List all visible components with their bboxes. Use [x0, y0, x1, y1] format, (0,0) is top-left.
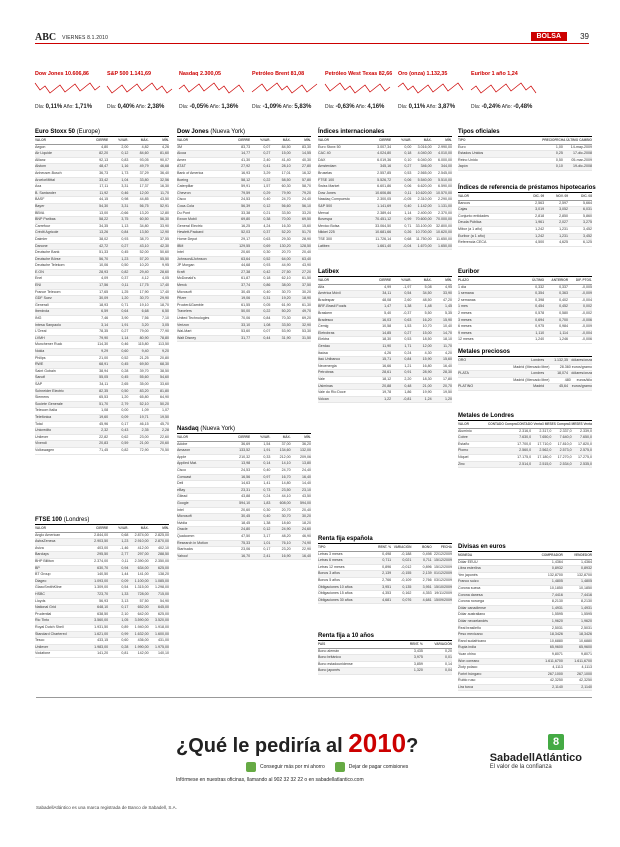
table-header: VALOR CIERRE %VAR. MÁX. MÍN.	[177, 435, 311, 442]
table-row: 2 meses 0,578 0,580 -0,002	[458, 311, 592, 318]
table-row: Hewlett-Packard 52,03 0,37 52,20 51,70	[177, 230, 311, 237]
index-item	[107, 71, 173, 110]
table-row: GlaxoSmithKline 1.309,00 0,54 1.315,00 1.298,00	[35, 585, 169, 592]
table-row: Crédit Agricole 13,26 0,84 13,50 12,90	[35, 230, 169, 237]
index-name: Nasdaq 2.300,05	[179, 71, 221, 77]
table-row: Intesa Sanpaolo 3,14 1,91 3,20 3,05	[35, 323, 169, 330]
table-row: Danone 42,72 0,27 43,10 42,30	[35, 244, 169, 251]
checkbox-icon	[335, 762, 345, 772]
table-row: Petrobras 28,61 0,91 28,90 28,30	[318, 370, 452, 377]
table-row: Euro 1,00 14-may-2009	[458, 145, 592, 152]
table-row: BASF 44,15 0,98 44,85 43,50	[35, 197, 169, 204]
table-row: McDonald's 61,87 0,18 62,10 61,50	[177, 276, 311, 283]
table-row: Rio Tinto 3.560,00 1,05 3.590,00 3.520,00	[35, 618, 169, 625]
footer-note: SabadellAtlántico es una marca registrada de Banco de Sabadell, S.A.	[36, 805, 177, 810]
index-name: Petróleo West Texas 82,66	[325, 71, 393, 77]
table-row: Corona noruega 8,2130 8,2130	[458, 599, 592, 606]
table-row: National Grid 648,10 0,17 652,00 645,00	[35, 605, 169, 612]
table-row: Aviva 403,00 -1,46 412,00 402,10	[35, 546, 169, 553]
table-row: 1 mes 0,454 0,452 0,002	[458, 304, 592, 311]
page-number: 39	[580, 32, 589, 41]
table-row: Dow Jones 10.606,86 0,11 10.620,00 10.570,00	[318, 191, 452, 198]
table-row: Eletrobras 14,85 0,27 15,00 14,70	[318, 331, 452, 338]
table-header: PLAZO ÚLTIMO ANTERIOR DIF. PTOS.	[458, 278, 592, 285]
table-row: Verizon 33,10 1,08 33,50 32,90	[177, 323, 311, 330]
table-row: BP 630,70 0,94 634,00 625,00	[35, 566, 169, 573]
table-row: Deutsche Bank 51,33 0,45 52,00 50,60	[35, 250, 169, 257]
index-change: Día: -0,63% Año: 4,16%	[325, 104, 385, 110]
table-row: Bono británico 3,975 0,01	[318, 655, 452, 662]
table-row: HSBC 723,70 1,33 728,00 715,00	[35, 592, 169, 599]
table-title: Dow Jones (Nueva York)	[177, 128, 311, 137]
table-row: Amsterdam 345,16 0,27 346,00 344,00	[318, 164, 452, 171]
table-row: Japón 0,10 19-dic-2008	[458, 164, 592, 171]
table-row: RWE 68,91 0,45 69,50 68,30	[35, 362, 169, 369]
table-row: Royal Dutch Shell 1.931,50 0,89 1.940,00 1.918,00	[35, 625, 169, 632]
table-row: 1 día 0,332 0,337 -0,005	[458, 285, 592, 292]
table-row: Rupia india 65,9600 65,9600	[458, 645, 592, 652]
table-row: Alfa 4,99 -1,97 5,08 4,95	[318, 285, 452, 292]
table-row: Alcoa 14,77 0,27 15,00 14,55	[177, 151, 311, 158]
table-row: E.ON 28,93 0,82 29,40 28,60	[35, 270, 169, 277]
advertisement[interactable]	[36, 712, 592, 804]
table-row: Schneider Electric 82,35 0,50 83,20 81,80	[35, 389, 169, 396]
table-row: Saint Gobain 38,94 0,28 39,70 38,50	[35, 369, 169, 376]
dowjones-table	[177, 128, 311, 342]
table-row: Siemens 65,53 1,20 65,80 64,90	[35, 395, 169, 402]
table-row: Corona danesa 7,4416 7,4416	[458, 593, 592, 600]
table-row: Merck 37,74 0,86 38,00 37,50	[177, 283, 311, 290]
table-row: DAX 6.019,36 0,10 6.040,00 6.000,00	[318, 158, 452, 165]
newspaper-logo: ABC	[35, 32, 57, 43]
table-row: Travelers 50,00 0,22 50,20 49,70	[177, 309, 311, 316]
brand-logo-icon: 8	[548, 734, 564, 750]
table-title: Renta fija española	[318, 535, 452, 544]
index-change: Día: -0,05% Año: 1,36%	[179, 104, 239, 110]
table-row: Real brasileño 2,5031 2,5031	[458, 626, 592, 633]
latibex-table	[318, 268, 452, 403]
table-row: Exxon Mobil 69,80 0,38 70,00 69,50	[177, 217, 311, 224]
table-row: Daimler 38,02 0,93 38,70 37,55	[35, 237, 169, 244]
table-row: Nokia 9,29 0,60 9,40 9,20	[35, 349, 169, 356]
table-row: Johnson&Johnson 63,64 0,52 64,00 63,40	[177, 257, 311, 264]
table-row: 9 meses 1,110 1,114 -0,004	[458, 331, 592, 338]
table-row: Standard Chartered 1.621,00 0,99 1.632,00 1.600,00	[35, 632, 169, 639]
spanish-fixed-income-table	[318, 535, 452, 604]
table-row: FTSE 100 5.526,72 0,06 5.540,00 5.510,00	[318, 178, 452, 185]
table-row: Unilever 22,82 0,62 23,00 22,60	[35, 435, 169, 442]
table-row: BRF-Brasil Foods 1,47 1,38 1,48 1,45	[318, 304, 452, 311]
index-item	[471, 71, 537, 110]
table-row: Reino Unido 0,50 05-mar-2009	[458, 158, 592, 165]
table-header: PAÍS RENT. % VARIACIÓN	[318, 642, 452, 649]
ad-info: Infórmese en nuestras oficinas, llamando al 902 32 32 22 o en sabadellatlantico.com	[176, 777, 364, 783]
page-header	[35, 32, 589, 44]
table-row: BBVA 13,00 -0,66 13,20 12,80	[35, 211, 169, 218]
table-row: Estados Unidos 0,25 17-dic-2008	[458, 151, 592, 158]
table-row: Bradesco 16,03 0,63 16,20 15,90	[318, 318, 452, 325]
table-row: Iberdrola 6,59 0,64 6,68 6,50	[35, 309, 169, 316]
table-row: Bono estadounidense 3,859 0,14	[318, 662, 452, 669]
table-row: Boeing 58,12 0,22 58,50 57,80	[177, 178, 311, 185]
table-row: Bancos 2,563 2,597 5,664	[458, 201, 592, 208]
table-row: Allianz 92,13 0,83 93,05 90,07	[35, 158, 169, 165]
table-row: Letras 3 meses 0,498 -0,188 0,498 22/12/2009	[318, 552, 452, 559]
table-row: Yahoo! 16,70 2,41 16,90 16,40	[177, 554, 311, 561]
table-row: Applied Mat. 13,98 0,14 14,10 13,80	[177, 461, 311, 468]
index-sparkline	[325, 77, 391, 101]
table-row: ENI 17,56 0,11 17,75 17,40	[35, 283, 169, 290]
table-row: Mibor (a 1 año) 1,242 1,231 3,452	[458, 227, 592, 234]
table-row: Caterpillar 59,91 1,57 60,30 58,70	[177, 184, 311, 191]
table-row: ORO Londres 1.132,35 dólares/onza	[458, 358, 592, 365]
table-row: Letras 12 meses 0,896 -0,012 0,896 15/12/2009	[318, 565, 452, 572]
table-row: Neoenergia 16,66 1,21 16,80 16,40	[318, 364, 452, 371]
table-header: TIPO PRECIO FECHA ÚLTIMO CAMBIO	[458, 138, 592, 145]
table-row: BHP Billiton 2.374,00 0,11 2.390,00 2.350,00	[35, 559, 169, 566]
index-change: Día: -0,24% Año: -0,48%	[471, 104, 533, 110]
table-row: Amazon 133,52 1,91 134,60 132,00	[177, 448, 311, 455]
index-name: Petróleo Brent 81,08	[252, 71, 305, 77]
table-row: Itaú Unibanco 15,71 0,84 15,90 15,60	[318, 357, 452, 364]
table-row: Obligaciones 15 años 4,353 0,162 4,353 19/11/2009	[318, 591, 452, 598]
table-row: Latibex 1.661,40 -0,04 1.670,00 1.650,00	[318, 244, 452, 251]
table-header: TIPO RENT. % VARIACIÓN BONO FECHA	[318, 545, 452, 552]
table-row: Cisco 24,53 0,40 24,70 24,40	[177, 468, 311, 475]
index-change: Día: -1,09% Año: 5,83%	[252, 104, 312, 110]
table-row: Alstom 48,47 1,16 49,79 46,68	[35, 164, 169, 171]
table-row: Bovespa 70.451,12 0,99 70.600,00 70.000,00	[318, 217, 452, 224]
table-row: Estaño 17.700,0 17.710,0 17.810,0 17.820,0	[458, 442, 592, 449]
table-title: FTSE 100 (Londres)	[35, 516, 169, 525]
index-item	[398, 71, 464, 110]
table-row: Yuan chino 9,8071 9,8071	[458, 652, 592, 659]
table-row: Cajas 3,019 3,052 6,031	[458, 207, 592, 214]
table-row: Zinc 2.514,0 2.515,0 2.534,0 2.535,0	[458, 462, 592, 469]
table-row: Bruselas 2.557,85 0,53 2.565,00 2.545,00	[318, 171, 452, 178]
ad-options	[246, 762, 408, 772]
table-row: Sanofi 55,05 0,45 55,60 54,60	[35, 375, 169, 382]
table-row: Bradespar 48,08 2,60 48,50 47,20	[318, 298, 452, 305]
table-row: Yen japonés 132,8700 132,8700	[458, 573, 592, 580]
precious-metals-table	[458, 348, 592, 391]
official-rates-table	[458, 128, 592, 171]
table-header: VALOR CONTADO Compra CONTADO Venta 3 MESES Compra 3 MESES Venta	[458, 422, 592, 429]
ad-option-savings: Conseguir más por mi ahorro	[246, 762, 325, 772]
table-row: Lloyds 56,93 3,13 57,50 54,90	[35, 599, 169, 606]
mortgage-index-table	[458, 184, 596, 247]
table-row: Air Liquide 82,20 0,12 84,60 81,60	[35, 151, 169, 158]
table-row: Bonos 5 años 2,766 -0,109 2,766 03/12/2009	[318, 578, 452, 585]
table-row: Euro Stoxx 50 3.007,34 0,00 3.016,00 2.990,00	[318, 145, 452, 152]
table-row: Microsoft 30,45 0,40 30,70 30,20	[177, 514, 311, 521]
bond-10y-table	[318, 632, 452, 675]
index-change: Día: 0,11% Año: 3,87%	[398, 104, 456, 110]
table-row: Plomo 2.560,0 2.562,0 2.573,0 2.575,0	[458, 448, 592, 455]
table-row: Letras 6 meses 0,711 0,021 0,711 15/12/2009	[318, 558, 452, 565]
table-title: Euribor	[458, 268, 592, 277]
table-header: VALOR CIERRE %VAR. MÁX. MÍN.	[177, 138, 311, 145]
table-row: Comcast 16,56 0,97 16,70 16,40	[177, 475, 311, 482]
index-item	[179, 71, 245, 110]
table-row: Aegon 4,80 2,00 4,82 4,26	[35, 145, 169, 152]
table-row: CAC 40 4.024,80 0,18 4.040,00 4.010,00	[318, 151, 452, 158]
table-row: Merval 2.389,44 1,14 2.400,00 2.370,00	[318, 211, 452, 218]
table-row: AT&T 27,92 0,41 28,10 27,80	[177, 164, 311, 171]
table-row: 6 meses 0,975 0,984 -0,009	[458, 324, 592, 331]
table-row: Swiss Market 6.601,86 0,06 6.620,00 6.590,00	[318, 184, 452, 191]
table-row: TSE 300 11.726,14 0,68 11.750,00 11.650,00	[318, 237, 452, 244]
table-row: Intel 20,60 0,30 20,70 20,40	[177, 250, 311, 257]
table-row: Oracle 24,80 0,12 24,90 24,60	[177, 527, 311, 534]
index-item	[325, 71, 393, 110]
international-indices-table	[318, 128, 452, 250]
table-row: Bank of America 16,93 3,29 17,01 16,32	[177, 171, 311, 178]
table-row: Gilead 43,88 0,24 44,10 43,50	[177, 494, 311, 501]
index-sparkline	[252, 77, 318, 101]
table-row: Madrid (Mercado libre) 480 euros/kilo	[458, 378, 592, 385]
table-row: Philips 21,00 0,52 21,25 20,80	[35, 356, 169, 363]
table-title: Renta fija a 10 años	[318, 632, 452, 641]
table-row: Volcan 1,22 -0,81 1,24 1,20	[318, 397, 452, 404]
table-row: Dell 14,63 1,41 14,80 14,40	[177, 481, 311, 488]
table-title: Metales preciosos	[458, 348, 592, 357]
table-header: MONEDA COMPRADOR VENDEDOR	[458, 553, 592, 560]
table-row: ArcelorMittal 33,42 1,04 33,80 32,56	[35, 178, 169, 185]
table-row: Google 594,10 1,83 608,00 594,00	[177, 501, 311, 508]
currencies-table	[458, 543, 592, 691]
table-row: Research in Motion 75,33 1,01 76,10 74,90	[177, 541, 311, 548]
table-row: Dólar EEUU 1,4364 1,4364	[458, 560, 592, 567]
table-row: Prudential 638,50 2,10 642,00 625,00	[35, 612, 169, 619]
table-row: Euribor (a 1 año) 1,242 1,231 3,452	[458, 234, 592, 241]
checkbox-icon	[246, 762, 256, 772]
index-sparkline	[179, 77, 245, 101]
table-row: Pfizer 19,06 0,31 19,20 18,90	[177, 296, 311, 303]
table-title: Latibex	[318, 268, 452, 277]
table-row: L'Oreal 78,35 0,27 79,00 77,90	[35, 329, 169, 336]
table-row: PLATINO Madrid 45,64 euros/gramo	[458, 384, 592, 391]
table-row: Bonos 3 años 2,139 -0,155 2,139 01/12/2009	[318, 571, 452, 578]
table-row: Adobe 36,69 1,54 37,00 36,20	[177, 442, 311, 449]
table-row: Zloty polaco 4,1113 4,1113	[458, 665, 592, 672]
euribor-table	[458, 268, 592, 344]
table-row: Diageo 1.093,00 0,09 1.100,00 1.085,00	[35, 579, 169, 586]
table-row: Elektra 18,30 0,53 18,50 18,10	[318, 337, 452, 344]
table-row: Deutsche Börse 56,70 1,23 57,20 55,50	[35, 257, 169, 264]
table-row: Obligaciones 10 años 3,951 0,135 3,951 15/10/2009	[318, 585, 452, 592]
table-row: Du Pont 33,38 0,21 33,50 33,20	[177, 211, 311, 218]
index-name: S&P 500 1.141,69	[107, 71, 151, 77]
table-header: VALOR CIERRE %VAR. MÁX. MÍN.	[35, 138, 169, 145]
ftse-table	[35, 516, 169, 658]
table-title: Metales de Londres	[458, 412, 592, 421]
table-row: 3M 83,73 0,07 84,50 83,30	[177, 145, 311, 152]
section-title: BOLSA	[531, 32, 568, 41]
index-name: Dow Jones 10.606,86	[35, 71, 89, 77]
table-row: United Technologies 70,06 0,84 70,30 69,20	[177, 316, 311, 323]
index-sparkline	[107, 77, 173, 101]
table-row: Procter&Gamble 61,55 0,05 61,90 61,30	[177, 303, 311, 310]
table-row: Anheuser-Busch 36,73 1,73 37,29 36,40	[35, 171, 169, 178]
table-row: Won coreano 1.611,6700 1.611,6700	[458, 659, 592, 666]
table-row: Unicredito 2,32 0,43 2,35 2,28	[35, 428, 169, 435]
table-row: GDF Suez 30,09 1,20 30,70 29,90	[35, 296, 169, 303]
table-row: Nikkei 225 10.681,66 0,26 10.700,00 10.620,00	[318, 230, 452, 237]
table-row: Home Depot 29,17 0,63 29,30 28,90	[177, 237, 311, 244]
index-sparkline	[35, 77, 101, 101]
index-item	[35, 71, 101, 110]
table-row: Dólar canadiense 1,4931 1,4931	[458, 606, 592, 613]
eurostoxx-table	[35, 128, 169, 455]
table-row: Qualcomm 47,50 3,17 48,20 46,90	[177, 534, 311, 541]
table-row: Enel 4,09 0,37 4,12 4,05	[35, 276, 169, 283]
nasdaq-table	[177, 425, 311, 560]
table-row: Kraft 27,38 0,42 27,50 27,20	[177, 270, 311, 277]
ad-brand: SabadellAtlántico El valor de la confianza	[489, 752, 582, 770]
ad-divider	[36, 697, 592, 698]
table-row: Volkswagen 71,45 0,82 72,90 70,50	[35, 448, 169, 455]
table-row: Unilever 1.983,00 0,28 1.990,00 1.975,00	[35, 645, 169, 652]
table-row: Conjunto entidades 2,818 2,850 5,860	[458, 214, 592, 221]
table-title: Tipos oficiales	[458, 128, 592, 137]
table-header: VALOR CIERRE %VAR. MÁX. MÍN.	[318, 278, 452, 285]
table-row: Vale 18,12 2,20 18,30 17,80	[318, 377, 452, 384]
table-row: Aluminio 2.316,0 2.317,0 2.337,0 2.339,0	[458, 429, 592, 436]
table-row: Cisco 24,53 0,40 24,70 24,40	[177, 197, 311, 204]
table-row: América Móvil 34,11 0,54 34,50 33,90	[318, 291, 452, 298]
table-row: Peso mexicano 18,3426 18,3426	[458, 632, 592, 639]
table-title: Divisas en euros	[458, 543, 592, 552]
table-title: Euro Stoxx 50 (Europe)	[35, 128, 169, 137]
table-row: Libra esterlina 0,8932 0,8932	[458, 566, 592, 573]
index-change: Día: 0,40% Año: 2,38%	[107, 104, 165, 110]
table-row: PLATA Londres 18,074 dólares/onza	[458, 371, 592, 378]
table-row: Franco suizo 1,4805 1,4805	[458, 579, 592, 586]
table-row: Itaúsa 4,26 0,24 4,30 4,20	[318, 351, 452, 358]
table-row: Referencia CECA 4,500 4,625 6,125	[458, 240, 592, 247]
table-row: Deutsche Telekom 10,06 0,50 10,20 9,95	[35, 263, 169, 270]
table-row: Telecom Italia 1,08 0,00 1,09 1,07	[35, 408, 169, 415]
table-row: Deuda Pública 1,961 2,027 3,275	[458, 220, 592, 227]
table-row: 3 meses 0,694 0,700 -0,006	[458, 318, 592, 325]
index-sparkline	[471, 77, 537, 101]
table-row: France Telecom 17,65 1,25 17,90 17,40	[35, 290, 169, 297]
table-row: Dólar neozelandés 1,9620 1,9620	[458, 619, 592, 626]
table-header: VALOR DIC. 09 NOV. 09 DIC. 08	[458, 194, 592, 201]
ad-option-fees: Dejar de pagar comisiones	[335, 762, 408, 772]
table-row: Telefónica 19,60 0,09 19,71 19,50	[35, 415, 169, 422]
table-row: Obligaciones 30 años 4,681 0,076 4,681 15/09/2009	[318, 598, 452, 605]
table-row: AstraZeneca 2.903,50 1,23 2.910,00 2.870,00	[35, 539, 169, 546]
ad-headline: ¿Qué le pediría al 2010?	[176, 728, 419, 758]
table-row: eBay 23,31 0,73 23,50 23,10	[177, 488, 311, 495]
table-row: Rand sudafricano 10,6880 10,6880	[458, 639, 592, 646]
table-row: Barclays 295,50 2,77 297,00 288,50	[35, 552, 169, 559]
table-row: Axa 17,11 3,31 17,37 16,30	[35, 184, 169, 191]
table-row: Total 45,96 0,17 46,15 45,70	[35, 422, 169, 429]
table-header: VALOR CIERRE %VAR. MÁX. MÍN.	[318, 138, 452, 145]
table-row: B. Santander 11,92 0,46 12,00 11,70	[35, 191, 169, 198]
index-change: Día: 0,11% Año: 1,71%	[35, 104, 93, 110]
index-item	[252, 71, 318, 110]
table-row: Nvidia 18,45 1,38 18,60 18,20	[177, 521, 311, 528]
table-row: SAP 34,11 2,65 35,00 33,60	[35, 382, 169, 389]
table-row: 1 semana 0,354 0,363 -0,009	[458, 291, 592, 298]
table-row: Coca-Cola 56,39 0,12 56,60 56,10	[177, 204, 311, 211]
table-row: Bayer 54,30 3,31 56,75 52,91	[35, 204, 169, 211]
table-row: Tesco 433,15 0,60 436,00 431,00	[35, 638, 169, 645]
table-row: BT Group 140,50 1,44 141,00 138,20	[35, 572, 169, 579]
table-row: Dólar australiano 1,5595 1,5595	[458, 612, 592, 619]
index-name: Euribor 1 año 1,24	[471, 71, 518, 77]
table-row: Wal-Mart 53,60 0,07 53,90 53,30	[177, 329, 311, 336]
table-row: Cobre 7.630,0 7.650,0 7.640,0 7.650,0	[458, 435, 592, 442]
table-row: Gerdau 11,90 1,71 12,00 11,70	[318, 344, 452, 351]
table-row: LVMH 79,90 1,14 80,90 78,80	[35, 336, 169, 343]
table-row: Níquel 17.175,0 17.180,0 17.270,0 17.275,0	[458, 455, 592, 462]
table-row: Forint húngaro 267,1000 267,1000	[458, 672, 592, 679]
table-header: VALOR CIERRE %VAR. MÁX. MÍN.	[35, 526, 169, 533]
table-row: Anglo American 2.844,00 0,68 2.874,00 2.825,00	[35, 533, 169, 540]
table-row: IBM 129,55 0,69 130,20 128,50	[177, 244, 311, 251]
table-row: Vivendi 20,83 0,59 21,00 20,60	[35, 441, 169, 448]
table-row: ING 7,46 3,90 7,56 7,10	[35, 316, 169, 323]
table-title: Índices internacionales	[318, 128, 452, 137]
table-row: Nasdaq Compuesto 2.300,05 -0,05 2.310,00 2.290,00	[318, 197, 452, 204]
table-row: BNP Paribas 58,22 3,75 60,50 56,30	[35, 217, 169, 224]
table-row: Chevron 79,59 0,29 79,90 79,20	[177, 191, 311, 198]
table-row: Carrefour 34,35 1,13 34,80 33,90	[35, 224, 169, 231]
table-row: Vale do Rio Doce 19,78 1,86 19,90 19,50	[318, 390, 452, 397]
table-row: JP Morgan 44,68 0,93 44,90 43,90	[177, 263, 311, 270]
table-title: Nasdaq (Nueva York)	[177, 425, 311, 434]
table-row: 2 semanas 0,398 0,402 -0,004	[458, 298, 592, 305]
table-row: Amex 41,30 2,40 41,40 40,30	[177, 158, 311, 165]
table-row: Intel 20,60 0,30 20,70 20,40	[177, 508, 311, 515]
london-metals-table	[458, 412, 592, 468]
table-row: S&P 500 1.141,69 0,40 1.142,00 1.131,00	[318, 204, 452, 211]
table-title: Índices de referencia de préstamos hipotecarios	[458, 185, 596, 191]
table-row: Bono japonés 1,320 0,04	[318, 668, 452, 675]
table-row: General Electric 16,25 4,24 16,30 15,60	[177, 224, 311, 231]
table-row: Mexico Bolsa 33.064,50 0,71 33.100,00 32.800,00	[318, 224, 452, 231]
table-row: Cemig 10,58 1,53 10,70 10,40	[318, 324, 452, 331]
table-row: Starbucks 23,06 0,17 23,20 22,90	[177, 547, 311, 554]
table-row: Societe Generale 51,70 2,79 52,10 50,20	[35, 402, 169, 409]
table-row: 12 meses 1,240 1,246 -0,006	[458, 337, 592, 344]
issue-date: VIERNES 8.1.2010	[62, 34, 109, 41]
table-row: Lira turca 2,1140 2,1140	[458, 685, 592, 692]
table-row: Bono alemán 3,435 0,20	[318, 649, 452, 656]
table-row: Vodafone 141,20 0,81 142,00 140,10	[35, 651, 169, 658]
table-row: Microsoft 30,45 0,40 30,70 30,20	[177, 290, 311, 297]
table-row: Munchener Ruck 114,30 0,46 115,80 113,50	[35, 342, 169, 349]
table-row: Generali 18,93 0,71 19,10 18,70	[35, 303, 169, 310]
table-row: Rublo ruso 42,3250 42,3250	[458, 678, 592, 685]
index-name: Oro (onza) 1.132,35	[398, 71, 448, 77]
table-row: Madrid (Mercado libre) 28.360 euros/gramo	[458, 365, 592, 372]
table-row: Usiminas 20,88 0,48 21,00 20,70	[318, 384, 452, 391]
table-row: Corona sueca 10,1850 10,1850	[458, 586, 592, 593]
table-row: Walt Disney 31,77 0,44 31,90 31,50	[177, 336, 311, 343]
table-row: Braskem 5,40 -0,37 5,50 5,35	[318, 311, 452, 318]
index-sparkline	[398, 77, 464, 101]
table-row: Apple 210,32 0,33 212,00 209,06	[177, 455, 311, 462]
